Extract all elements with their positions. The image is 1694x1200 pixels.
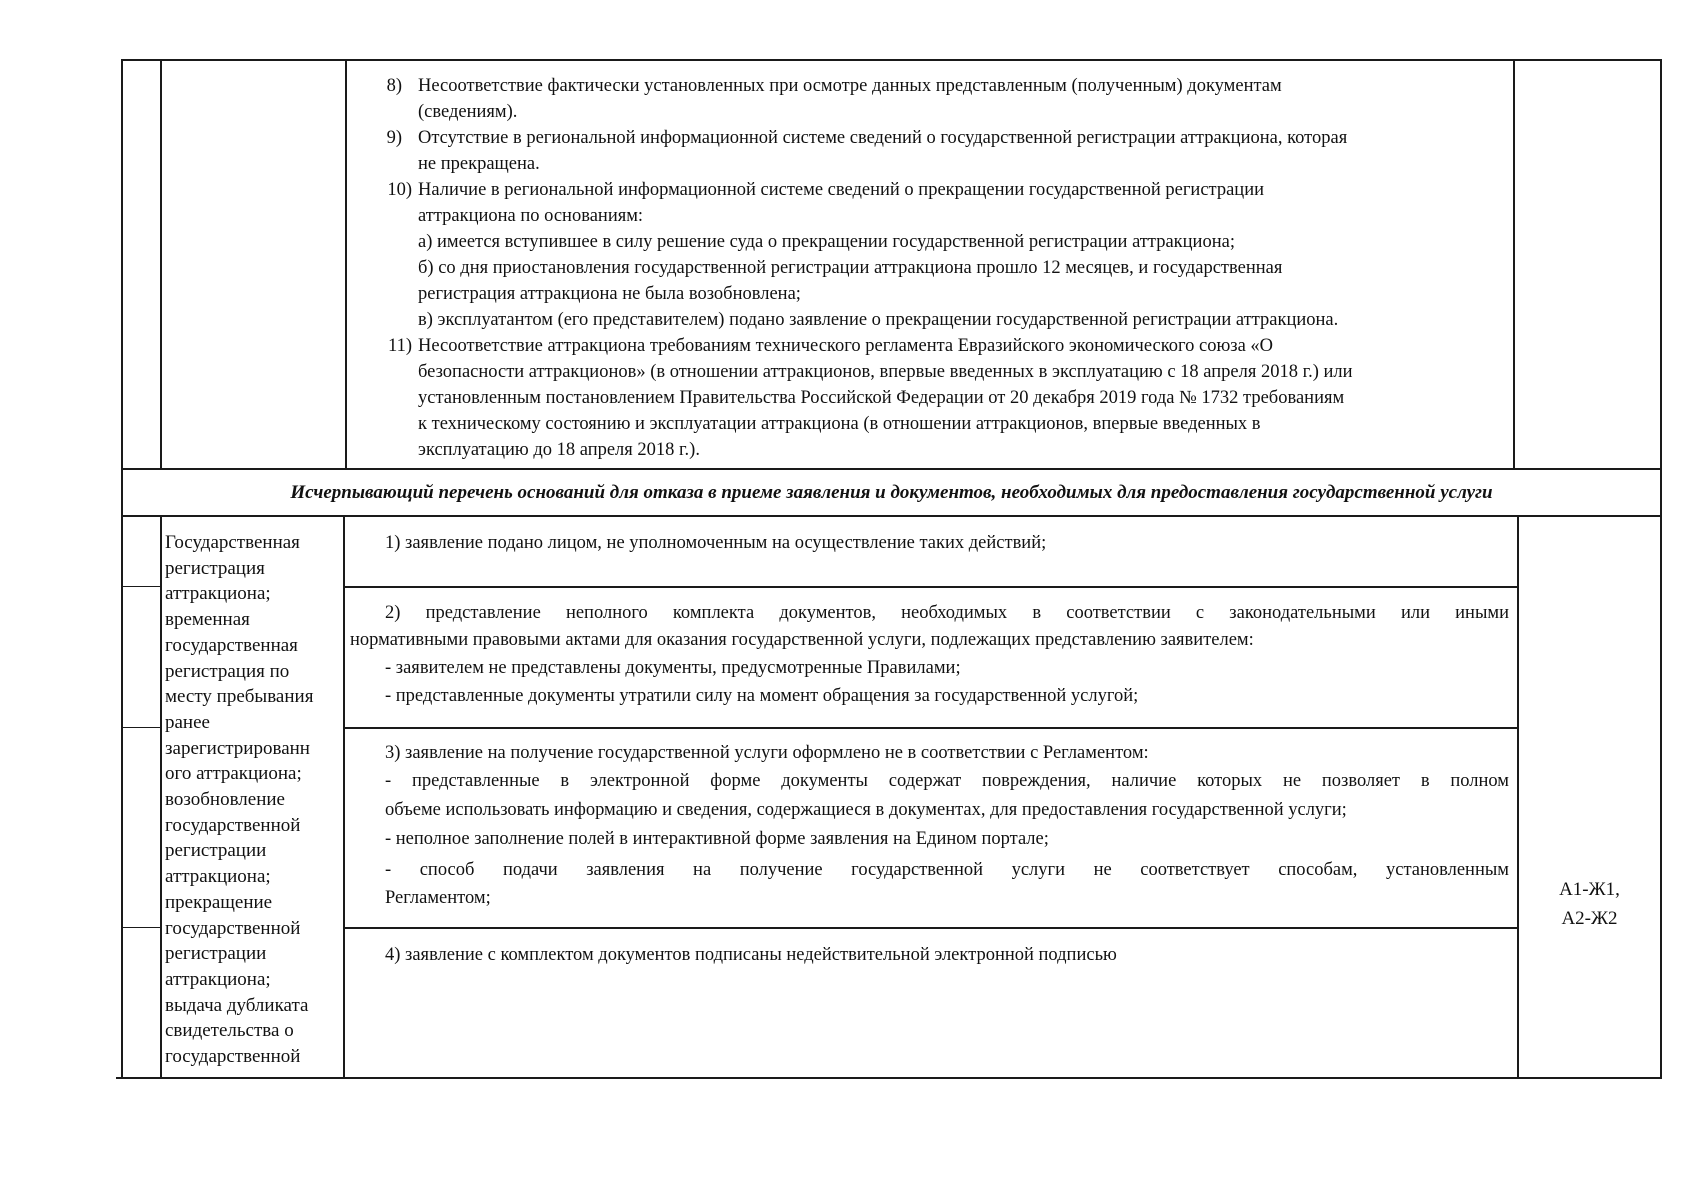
col-divider: [160, 516, 162, 1078]
service-types-line: аттракциона;: [165, 583, 271, 605]
ground-1: 1) заявление подано лицом, не уполномоченным на осуществление таких действий;: [385, 533, 1047, 553]
item-text-line: в) эксплуатантом (его представителем) подано заявление о прекращении государственной регистрации аттракциона.: [418, 310, 1339, 330]
service-types-line: регистрация по: [165, 660, 290, 682]
ground-2-line: 2) представление неполного комплекта документов, необходимых в соответствии с законодательными или иными: [385, 603, 1509, 623]
service-types-line: зарегистрированн: [165, 737, 310, 759]
service-types-line: ого аттракциона;: [165, 763, 302, 785]
row-stub: [121, 927, 161, 928]
item-text-line: аттракциона по основаниям:: [418, 206, 644, 226]
row-divider: [343, 727, 1518, 729]
service-types-line: выдача дубликата: [165, 994, 309, 1016]
service-types-line: свидетельства о: [165, 1020, 294, 1042]
col-divider: [343, 516, 345, 1078]
item-text-line: не прекращена.: [418, 154, 540, 174]
table-border-left: [121, 59, 123, 1079]
item-text-line: эксплуатацию до 18 апреля 2018 г.).: [418, 440, 700, 460]
code-label: А2-Ж2: [1561, 908, 1618, 929]
service-types-cell: [165, 530, 343, 1070]
col-divider: [345, 59, 347, 469]
table-border-bottom: [116, 1077, 1662, 1079]
service-types-line: возобновление: [165, 789, 285, 811]
row-divider: [343, 586, 1518, 588]
item-text-line: безопасности аттракционов» (в отношении аттракционов, впервые введенных в эксплуатацию с 18 апреля 2018 г.) или: [418, 362, 1353, 382]
section-header: Исчерпывающий перечень оснований для отказа в приеме заявления и документов, необходимых для предоставления государственной услуги: [290, 482, 1493, 503]
table-border-top: [121, 59, 1660, 61]
col-divider: [1517, 516, 1519, 1078]
ground-2-bullet: - представленные документы утратили силу на момент обращения за государственной услугой;: [385, 686, 1139, 706]
ground-2-bullet: - заявителем не представлены документы, предусмотренные Правилами;: [385, 658, 961, 678]
service-types-line: государственной: [165, 917, 301, 939]
item-text-line: Несоответствие аттракциона требованиям технического регламента Евразийского экономического союза «О: [418, 336, 1274, 356]
col-divider: [1513, 59, 1515, 469]
row-stub: [121, 727, 161, 728]
service-types-line: государственной: [165, 814, 301, 836]
item-text-line: к техническому состоянию и эксплуатации аттракциона (в отношении аттракционов, впервые введенных в: [418, 414, 1261, 434]
service-types-line: ранее: [165, 711, 210, 733]
item-number: 10): [387, 180, 412, 200]
service-types-line: регистрации: [165, 840, 267, 862]
item-text-line: установленным постановлением Правительства Российской Федерации от 20 декабря 2019 года № 1732 требованиям: [418, 388, 1345, 408]
header-band-bottom: [121, 515, 1662, 517]
ground-3-bullet: - неполное заполнение полей в интерактивной форме заявления на Едином портале;: [385, 829, 1049, 849]
code-label: А1-Ж1,: [1559, 879, 1620, 900]
row-divider: [343, 927, 1518, 929]
ground-3-bullet-line: - способ подачи заявления на получение государственной услуги не соответствует способам, установленным: [385, 860, 1509, 880]
service-types-line: аттракциона;: [165, 968, 271, 990]
service-types-line: месту пребывания: [165, 686, 314, 708]
service-types-line: регистрации: [165, 943, 267, 965]
item-text-line: а) имеется вступившее в силу решение суда о прекращении государственной регистрации аттракциона;: [418, 232, 1235, 252]
ground-3-title: 3) заявление на получение государственной услуги оформлено не в соответствии с Регламентом:: [385, 743, 1149, 763]
ground-3-bullet-line: - представленные в электронной форме документы содержат повреждения, наличие которых не позволяет в полном: [385, 771, 1509, 791]
ground-2-line: нормативными правовыми актами для оказания государственной услуги, подлежащих представлению заявителем:: [350, 630, 1254, 650]
item-text-line: регистрация аттракциона не была возобновлена;: [418, 284, 801, 304]
service-types-line: регистрация: [165, 557, 265, 579]
service-types-line: прекращение: [165, 891, 273, 913]
item-text-line: Отсутствие в региональной информационной системе сведений о государственной регистрации аттракциона, которая: [418, 128, 1348, 148]
service-types-line: государственная: [165, 634, 298, 656]
table-border-right: [1660, 59, 1662, 1079]
ground-3-bullet-line: Регламентом;: [385, 888, 491, 908]
ground-4: 4) заявление с комплектом документов подписаны недействительной электронной подписью: [385, 945, 1117, 965]
item-text-line: Наличие в региональной информационной системе сведений о прекращении государственной регистрации: [418, 180, 1265, 200]
service-types-line: временная: [165, 609, 250, 631]
item-number: 9): [386, 128, 402, 148]
row-stub: [121, 586, 161, 587]
item-number: 8): [386, 76, 402, 96]
item-text-line: Несоответствие фактически установленных при осмотре данных представленным (полученным) документам: [418, 76, 1282, 96]
ground-3-bullet-line: объеме использовать информацию и сведения, содержащиеся в документах, для предоставления государственной услуги;: [385, 800, 1347, 820]
service-types-line: Государственная: [165, 532, 300, 553]
header-band-top: [121, 468, 1662, 470]
service-types-line: аттракциона;: [165, 866, 271, 888]
col-divider: [160, 59, 162, 469]
item-text-line: б) со дня приостановления государственной регистрации аттракциона прошло 12 месяцев, и государственная: [418, 258, 1283, 278]
service-types-line: государственной: [165, 1046, 301, 1068]
item-text-line: (сведениям).: [418, 102, 518, 122]
item-number: 11): [388, 336, 412, 356]
